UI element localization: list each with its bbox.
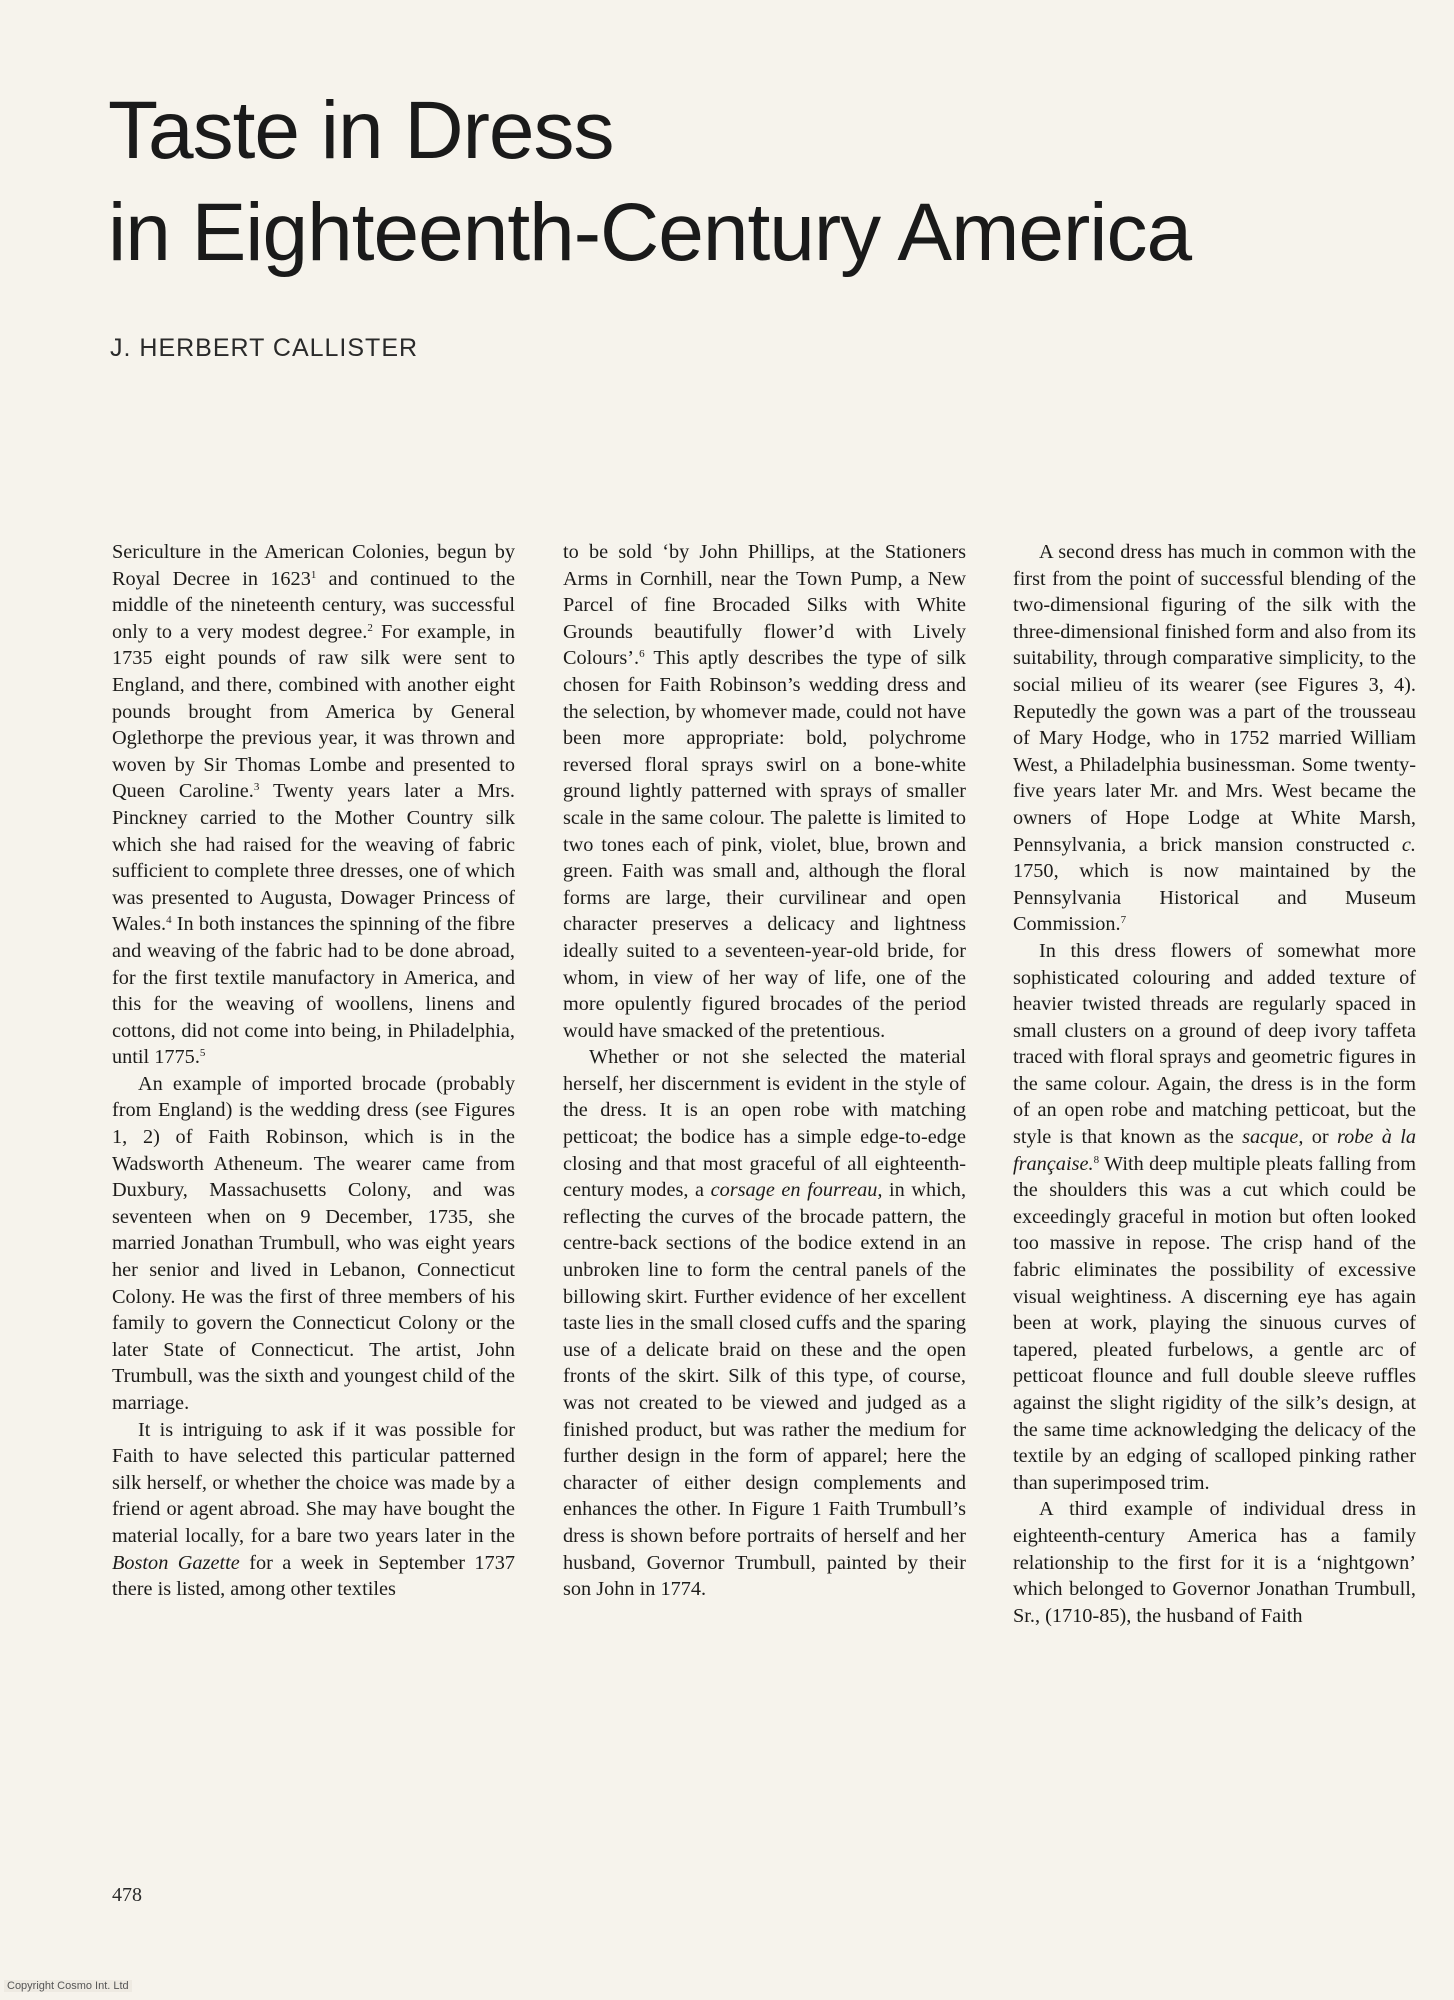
paragraph: An example of imported brocade (probably from England) is the wedding dress (see Figures 1, 2) of Faith Robinson, which is in the Wadsworth Atheneum. The wearer came from Duxbury, Massachusetts Colony, and was seventeen when on 9 December, 1735, she married Jonathan Trumbull, who was eight years her senior and lived in Lebanon, Connecticut Colony. He was the first of three members of his family to govern the Connecticut Colony or the later State of Connecticut. The artist, John Trumbull, was the sixth and youngest child of the marriage.: [112, 1072, 515, 1414]
paragraph: In this dress flowers of somewhat more sophisticated colouring and added texture of heavier twisted threads are regularly spaced in small clusters on a ground of deep ivory taffeta traced with floral sprays and geometric figures in the same colour. Again, the dress is in the form of an open robe and matching petticoat, but the style is that known as the sacque, or robe à la française.$^8$ With deep multiple pleats falling from the shoulders this was a cut which could be exceedingly graceful in motion but often looked too massive in repose. The crisp hand of the fabric eliminates the possibility of excessive visual weightiness. A discerning eye has again been at work, playing the sinuous curves of tapered, pleated furbelows, a gentle arc of petticoat flounce and full double sleeve ruffles against the slight rigidity of the silk’s design, at the same time acknowledging the delicacy of the textile by an edging of scalloped pinking rather than superimposed trim.: [1013, 939, 1416, 1494]
author-byline: J. HERBERT CALLISTER: [110, 334, 419, 362]
paragraph: Sericulture in the American Colonies, begun by Royal Decree in 1623$^1$ and continued to the middle of the nineteenth century, was successful only to a very modest degree.$^2$ For example, in 1735 eight pounds of raw silk were sent to England, and there, combined with another eight pounds brought from America by General Oglethorpe the previous year, it was thrown and woven by Sir Thomas Lombe and presented to Queen Caroline.$^3$ Twenty years later a Mrs. Pinckney carried to the Mother Country silk which she had raised for the weaving of fabric sufficient to complete three dresses, one of which was presented to Augusta, Dowager Princess of Wales.$^4$ In both instances the spinning of the fibre and weaving of the fabric had to be done abroad, for the first textile manufactory in America, and this for the weaving of woollens, linens and cottons, did not come into being, in Philadelphia, until 1775.$^5$: [112, 541, 516, 1069]
page-number: 478: [112, 1884, 142, 1906]
copyright-notice: Copyright Cosmo Int. Ltd: [4, 1980, 132, 1992]
text-column-3: [1013, 539, 1416, 1629]
article-title: [108, 80, 1408, 284]
title-line-2: in Eighteenth-Century America: [108, 187, 1192, 278]
paragraph: Whether or not she selected the material herself, her discernment is evident in the style of the dress. It is an open robe with matching petticoat; the bodice has a simple edge-to-edge closing and that most graceful of all eighteenth-century modes, a corsage en fourreau, in which, reflecting the curves of the brocade pattern, the centre-back sections of the bodice extend in an unbroken line to form the central panels of the billowing skirt. Further evidence of her excellent taste lies in the small closed cuffs and the sparing use of a delicate braid on these and the open fronts of the skirt. Silk of this type, of course, was not created to be viewed and judged as a finished product, but was rather the medium for further design in the form of apparel; here the character of either design complements and enhances the other. In Figure 1 Faith Trumbull’s dress is shown before portraits of herself and her husband, Governor Trumbull, painted by their son John in 1774.: [563, 1046, 967, 1601]
text-column-2: [563, 539, 966, 1603]
paragraph: It is intriguing to ask if it was possible for Faith to have selected this particular patterned silk herself, or whether the choice was made by a friend or agent abroad. She may have bought the material locally, for a bare two years later in the Boston Gazette for a week in September 1737 there is listed, among other textiles: [112, 1418, 515, 1601]
text-column-1: [112, 539, 515, 1603]
title-line-1: Taste in Dress: [108, 85, 614, 176]
paragraph: A second dress has much in common with the first from the point of successful blending of the two-dimensional figuring of the silk with the three-dimensional finished form and also from its suitability, through comparative simplicity, to the social milieu of its wearer (see Figures 3, 4). Reputedly the gown was a part of the trousseau of Mary Hodge, who in 1752 married William West, a Philadelphia businessman. Some twenty-five years later Mr. and Mrs. West became the owners of Hope Lodge at White Marsh, Pennsylvania, a brick mansion constructed c. 1750, which is now maintained by the Pennsylvania Historical and Museum Commission.$^7$: [1013, 541, 1416, 936]
paragraph: to be sold ‘by John Phillips, at the Stationers Arms in Cornhill, near the Town Pump, a New Parcel of fine Brocaded Silks with White Grounds beautifully flower’d with Lively Colours’.$^6$ This aptly describes the type of silk chosen for Faith Robinson’s wedding dress and the selection, by whomever made, could not have been more appropriate: bold, polychrome reversed floral sprays swirl on a bone-white ground lightly patterned with sprays of smaller scale in the same colour. The palette is limited to two tones each of pink, violet, blue, brown and green. Faith was small and, although the floral forms are large, their curvilinear and open character preserves a delicacy and lightness ideally suited to a seventeen-year-old bride, for whom, in view of her way of life, one of the more opulently figured brocades of the period would have smacked of the pretentious.: [563, 541, 966, 1042]
paragraph: A third example of individual dress in eighteenth-century America has a family relationship to the first for it is a ‘nightgown’ which belonged to Governor Jonathan Trumbull, Sr., (1710-85), the husband of Faith: [1013, 1498, 1416, 1627]
